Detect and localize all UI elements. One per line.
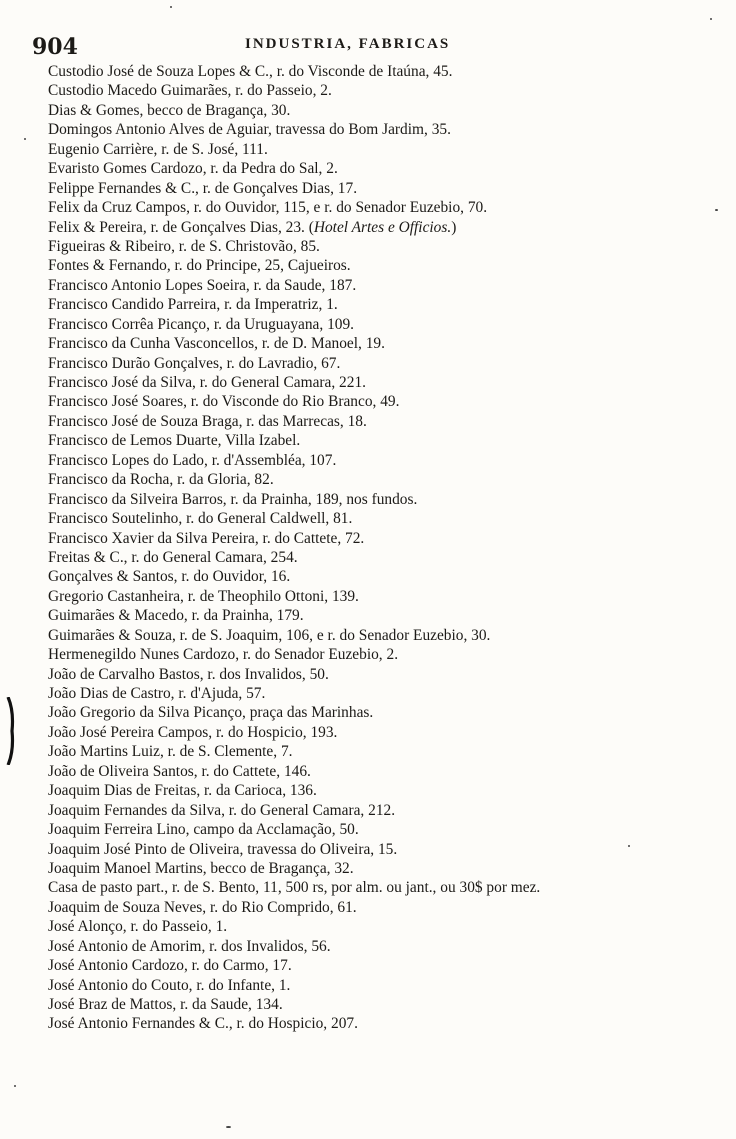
ink-speck — [14, 1085, 16, 1087]
entry-text: Francisco de Lemos Duarte, Villa Izabel. — [48, 432, 301, 450]
entry-text: Francisco José da Silva, r. do General Camara, 221. — [48, 374, 366, 391]
entry-text: Gonçalves & Santos, r. do Ouvidor, 16. — [48, 568, 291, 586]
entry-text: Custodio Macedo Guimarães, r. do Passeio, 2. — [48, 82, 332, 100]
directory-entry — [48, 509, 728, 528]
directory-entry — [48, 801, 728, 820]
entry-text: João Dias de Castro, r. d'Ajuda, 57. — [48, 685, 266, 702]
directory-entry — [48, 529, 728, 548]
entry-text: Joaquim Dias de Freitas, r. da Carioca, 136. — [48, 782, 317, 800]
directory-entry — [48, 101, 728, 120]
directory-entry — [48, 937, 728, 956]
entry-text: Francisco Candido Parreira, r. da Imperatriz, 1. — [48, 296, 338, 314]
ink-speck — [628, 845, 630, 847]
entry-text: Joaquim Fernandes da Silva, r. do General Camara, 212. — [48, 801, 396, 819]
page-number: 904 — [32, 34, 78, 60]
directory-entry — [48, 956, 728, 975]
directory-entry — [48, 140, 728, 159]
entry-text: Custodio José de Souza Lopes & C., r. do Visconde de Itaúna, 45. — [48, 63, 453, 80]
entry-text: Francisco Lopes do Lado, r. d'Assembléa, 107. — [48, 451, 337, 469]
entry-text: Hermenegildo Nunes Cardozo, r. do Senador Euzebio, 2. — [48, 646, 399, 664]
entry-list — [48, 62, 728, 1034]
directory-entry — [48, 412, 728, 431]
directory-entry — [48, 820, 728, 839]
directory-entry — [48, 859, 728, 878]
entry-text: João Gregorio da Silva Picanço, praça das Marinhas. — [48, 704, 374, 722]
directory-entry — [48, 256, 728, 275]
directory-entry — [48, 179, 728, 198]
entry-text: Eugenio Carrière, r. de S. José, 111. — [48, 140, 268, 158]
directory-entry — [48, 665, 728, 684]
directory-entry — [48, 218, 728, 237]
directory-entry — [48, 392, 728, 411]
directory-entry — [48, 684, 728, 703]
directory-entry — [48, 159, 728, 178]
directory-entry — [48, 606, 728, 625]
entry-text: Francisco Corrêa Picanço, r. da Uruguayana, 109. — [48, 315, 355, 333]
entry-text: João de Oliveira Santos, r. do Cattete, 146. — [48, 762, 311, 780]
directory-entry — [48, 995, 728, 1014]
entry-text: Joaquim José Pinto de Oliveira, travessa do Oliveira, 15. — [48, 840, 398, 858]
entry-text: Fontes & Fernando, r. do Principe, 25, Cajueiros. — [48, 257, 351, 275]
entry-text: Francisco da Rocha, r. da Gloria, 82. — [48, 471, 274, 489]
directory-entry — [48, 548, 728, 567]
directory-entry — [48, 878, 728, 897]
directory-entry — [48, 762, 728, 781]
entry-text: Casa de pasto part., r. de S. Bento, 11, 500 rs, por alm. ou jant., ou 30$ por mez. — [48, 879, 541, 897]
entry-text: José Antonio do Couto, r. do Infante, 1. — [48, 976, 291, 994]
entry-text: João Martins Luiz, r. de S. Clemente, 7. — [48, 743, 293, 761]
directory-entry — [48, 840, 728, 859]
ink-speck — [710, 18, 712, 20]
running-head: INDUSTRIA, FABRICAS — [245, 36, 451, 52]
entry-text: Francisco Antonio Lopes Soeira, r. da Saude, 187. — [48, 276, 357, 294]
directory-entry — [48, 490, 728, 509]
entry-text: Francisco Durão Gonçalves, r. do Lavradio, 67. — [48, 354, 341, 372]
directory-entry — [48, 626, 728, 645]
directory-entry — [48, 62, 728, 81]
ink-speck — [715, 209, 718, 211]
directory-entry — [48, 451, 728, 470]
entry-text: Francisco da Silveira Barros, r. da Prainha, 189, nos fundos. — [48, 490, 418, 508]
entry-text: Joaquim Manoel Martins, becco de Bragança, 32. — [48, 859, 354, 877]
entry-text: Guimarães & Macedo, r. da Prainha, 179. — [48, 607, 304, 625]
ink-speck — [24, 138, 26, 140]
entry-text: Gregorio Castanheira, r. de Theophilo Ottoni, 139. — [48, 587, 359, 605]
entry-text: José Antonio de Amorim, r. dos Invalidos, 56. — [48, 937, 331, 955]
directory-entry — [48, 587, 728, 606]
directory-entry — [48, 295, 728, 314]
directory-entry — [48, 237, 728, 256]
directory-entry — [48, 703, 728, 722]
margin-bracket-mark — [6, 697, 16, 765]
directory-entry — [48, 917, 728, 936]
directory-entry — [48, 567, 728, 586]
directory-entry — [48, 198, 728, 217]
directory-entry — [48, 470, 728, 489]
directory-entry — [48, 781, 728, 800]
entry-note: Hotel Artes e Officios. — [313, 218, 452, 236]
directory-entry — [48, 315, 728, 334]
directory-entry — [48, 373, 728, 392]
entry-text: Francisco José Soares, r. do Visconde do Rio Branco, 49. — [48, 393, 400, 411]
entry-text: Freitas & C., r. do General Camara, 254. — [48, 548, 298, 566]
entry-text: Francisco Soutelinho, r. do General Caldwell, 81. — [48, 510, 353, 528]
entry-text: Francisco da Cunha Vasconcellos, r. de D. Manoel, 19. — [48, 335, 385, 353]
entry-text: José Antonio Cardozo, r. do Carmo, 17. — [48, 957, 292, 975]
entry-text: Felippe Fernandes & C., r. de Gonçalves Dias, 17. — [48, 179, 358, 197]
directory-entry — [48, 120, 728, 139]
directory-entry — [48, 334, 728, 353]
entry-text: Figueiras & Ribeiro, r. de S. Christovão, 85. — [48, 237, 320, 255]
directory-entry — [48, 976, 728, 995]
entry-text: José Braz de Mattos, r. da Saude, 134. — [48, 996, 283, 1013]
directory-entry — [48, 898, 728, 917]
directory-entry — [48, 723, 728, 742]
entry-text: Felix & Pereira, r. de Gonçalves Dias, 23. ( — [48, 218, 314, 236]
ink-speck — [170, 6, 172, 8]
entry-text: Francisco José de Souza Braga, r. das Marrecas, 18. — [48, 412, 367, 430]
directory-entry — [48, 645, 728, 664]
directory-entry — [48, 354, 728, 373]
entry-text: José Antonio Fernandes & C., r. do Hospicio, 207. — [48, 1015, 358, 1033]
entry-text: João José Pereira Campos, r. do Hospicio, 193. — [48, 723, 338, 741]
directory-entry — [48, 81, 728, 100]
entry-text: Felix da Cruz Campos, r. do Ouvidor, 115, e r. do Senador Euzebio, 70. — [48, 199, 488, 217]
directory-entry — [48, 431, 728, 450]
entry-text: Dias & Gomes, becco de Bragança, 30. — [48, 101, 291, 119]
entry-text: Evaristo Gomes Cardozo, r. da Pedra do Sal, 2. — [48, 160, 338, 178]
entry-text: Guimarães & Souza, r. de S. Joaquim, 106, e r. do Senador Euzebio, 30. — [48, 626, 491, 644]
entry-text: Domingos Antonio Alves de Aguiar, travessa do Bom Jardim, 35. — [48, 121, 451, 139]
ink-speck — [226, 1126, 231, 1128]
entry-text: José Alonço, r. do Passeio, 1. — [48, 918, 228, 936]
entry-text: João de Carvalho Bastos, r. dos Invalidos, 50. — [48, 665, 329, 683]
entry-text-tail: ) — [451, 218, 457, 236]
entry-text: Joaquim de Souza Neves, r. do Rio Comprido, 61. — [48, 898, 357, 916]
directory-entry — [48, 742, 728, 761]
entry-text: Francisco Xavier da Silva Pereira, r. do Cattete, 72. — [48, 529, 365, 547]
directory-entry — [48, 276, 728, 295]
directory-entry — [48, 1014, 728, 1033]
entry-text: Joaquim Ferreira Lino, campo da Acclamação, 50. — [48, 821, 359, 839]
